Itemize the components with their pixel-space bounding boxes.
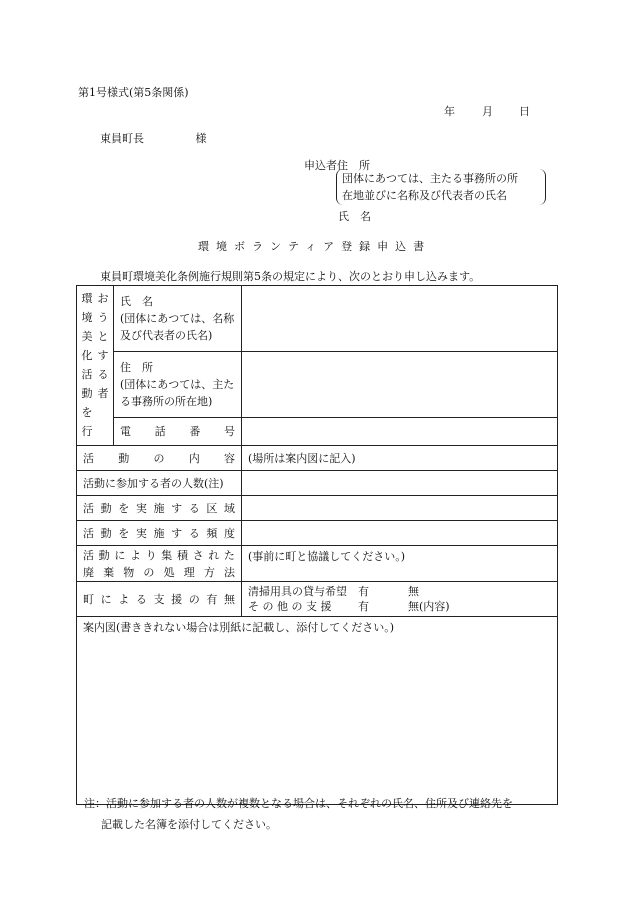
label-char: 活 bbox=[83, 451, 94, 465]
name-label-cell bbox=[114, 286, 242, 352]
label-char: 活 bbox=[83, 548, 94, 562]
vertical-label-char: と bbox=[97, 330, 109, 343]
label-char: 処 bbox=[163, 565, 175, 579]
activity-input-cell[interactable] bbox=[242, 446, 558, 471]
label-char: す bbox=[171, 526, 183, 540]
vertical-label-char bbox=[95, 404, 111, 422]
row-phone bbox=[77, 418, 558, 446]
support-row1-yes[interactable]: 有 bbox=[358, 585, 369, 598]
activity-label bbox=[83, 450, 235, 467]
name-input-cell[interactable] bbox=[242, 286, 558, 352]
label-char: に bbox=[100, 592, 112, 606]
participants-label-cell bbox=[77, 471, 242, 496]
participants-label: 活動に参加する者の人数(注) bbox=[83, 476, 224, 490]
label-char: を bbox=[118, 501, 130, 515]
label-char: 無 bbox=[224, 592, 235, 606]
support-row1-label: 清掃用具の貸与希望 bbox=[248, 585, 347, 598]
label-char: 区 bbox=[206, 501, 218, 515]
frequency-label-cell bbox=[77, 521, 242, 546]
support-label-cell bbox=[77, 582, 242, 617]
label-char: 電 bbox=[120, 425, 131, 439]
area-input-cell[interactable] bbox=[242, 496, 558, 521]
label-char: に bbox=[114, 548, 126, 562]
label-char: る bbox=[188, 501, 200, 515]
label-char: 域 bbox=[224, 501, 235, 515]
address-input-cell[interactable] bbox=[242, 352, 558, 418]
vertical-label-char: 環 bbox=[81, 292, 93, 305]
label-char: 動 bbox=[100, 526, 112, 540]
label-char: の bbox=[153, 451, 165, 465]
support-row2-label: そ の 他 の 支 援 bbox=[248, 600, 332, 613]
waste-label-line2 bbox=[83, 564, 235, 581]
vertical-label-char: 化 bbox=[81, 349, 93, 362]
frequency-label bbox=[83, 525, 235, 542]
waste-label-cell bbox=[77, 546, 242, 582]
label-char: の bbox=[188, 592, 200, 606]
footnote-line1: 注：活動に参加する者の人数が複数となる場合は、それぞれの氏名、住所及び連絡先を bbox=[84, 797, 513, 810]
label-char: り bbox=[145, 548, 157, 562]
row-area bbox=[77, 496, 558, 521]
applicant-note bbox=[336, 169, 546, 205]
label-char: れ bbox=[208, 548, 220, 562]
label-char: る bbox=[135, 592, 147, 606]
address-label-cell bbox=[114, 352, 242, 418]
area-label bbox=[83, 500, 235, 517]
label-char: 活 bbox=[83, 526, 94, 540]
support-label bbox=[83, 591, 235, 608]
footnote-line2: 記載した名簿を添付してください。 bbox=[101, 818, 277, 831]
name-note: (団体にあつては、名称及び代表者の氏名) bbox=[120, 312, 235, 343]
waste-label-line1 bbox=[83, 547, 235, 564]
form-title: 環境ボランティア登録申込書 bbox=[198, 240, 432, 253]
label-char: 度 bbox=[224, 526, 235, 540]
label-char: 法 bbox=[223, 565, 235, 579]
applicant-note-line1: 団体にあつては、主たる事務所の所 bbox=[342, 172, 518, 185]
phone-input-cell[interactable] bbox=[242, 418, 558, 446]
label-char: 集 bbox=[161, 548, 173, 562]
label-char: る bbox=[188, 526, 200, 540]
vertical-label-char: す bbox=[97, 349, 109, 362]
label-char: 廃 bbox=[83, 565, 94, 579]
vertical-label-char bbox=[95, 423, 111, 441]
row-activity bbox=[77, 446, 558, 471]
footnote bbox=[84, 793, 554, 835]
label-char: 動 bbox=[118, 451, 130, 465]
date-line bbox=[444, 103, 530, 119]
activity-note: (場所は案内図に記入) bbox=[248, 451, 356, 465]
label-char: 方 bbox=[203, 565, 215, 579]
map-cell[interactable] bbox=[77, 617, 558, 805]
frequency-input-cell[interactable] bbox=[242, 521, 558, 546]
label-char: 話 bbox=[154, 425, 166, 439]
label-char: 棄 bbox=[103, 565, 115, 579]
applicant-note-line2: 在地並びに名称及び代表者の氏名 bbox=[342, 189, 507, 202]
label-char: 積 bbox=[176, 548, 188, 562]
label-char: を bbox=[118, 526, 130, 540]
vertical-group-grid bbox=[79, 290, 111, 441]
vertical-label-char: 活 bbox=[81, 368, 93, 381]
activity-label-cell bbox=[77, 446, 242, 471]
label-char: 有 bbox=[206, 592, 218, 606]
label-char: の bbox=[143, 565, 155, 579]
vertical-label-char: お bbox=[97, 292, 109, 305]
row-participants bbox=[77, 471, 558, 496]
phone-label-cell bbox=[114, 418, 242, 446]
row-name bbox=[77, 286, 558, 352]
label-char: 施 bbox=[153, 526, 165, 540]
vertical-label-char: 者 bbox=[97, 387, 109, 400]
address-label: 住 所 bbox=[120, 361, 153, 375]
label-char: よ bbox=[129, 548, 141, 562]
support-options bbox=[248, 584, 551, 614]
addressee-name: 東員町長 bbox=[100, 132, 144, 145]
label-char: よ bbox=[118, 592, 130, 606]
vertical-label-char: う bbox=[97, 311, 109, 324]
participants-input-cell[interactable] bbox=[242, 471, 558, 496]
label-char: す bbox=[171, 501, 183, 515]
map-label: 案内図(書ききれない場合は別紙に記載し、添付してください。) bbox=[83, 621, 395, 634]
label-char: 動 bbox=[100, 501, 112, 515]
address-note: (団体にあつては、主たる事務所の所在地) bbox=[120, 378, 235, 409]
vertical-label-char: 境 bbox=[81, 311, 93, 324]
label-char: 施 bbox=[153, 501, 165, 515]
label-char: 支 bbox=[153, 592, 165, 606]
support-row1-no[interactable]: 無 bbox=[408, 585, 419, 598]
applicant-address-label: 申込者住 所 bbox=[304, 159, 370, 172]
date-month: 月 bbox=[482, 105, 493, 118]
applicant-name-label: 氏 名 bbox=[338, 210, 371, 223]
vertical-label-char: 美 bbox=[81, 330, 93, 343]
support-row2-no[interactable]: 無(内容) bbox=[408, 600, 450, 613]
waste-note: (事前に町と協議してください。) bbox=[248, 550, 406, 563]
label-char: 内 bbox=[188, 451, 200, 465]
label-char: 実 bbox=[135, 526, 147, 540]
date-year: 年 bbox=[444, 105, 455, 118]
intro-text: 東員町環境美化条例施行規則第5条の規定により、次のとおり申し込みます。 bbox=[100, 270, 481, 283]
row-frequency bbox=[77, 521, 558, 546]
label-char: 町 bbox=[83, 592, 94, 606]
vertical-label-char: 動 bbox=[81, 387, 93, 400]
row-map bbox=[77, 617, 558, 805]
label-char: 活 bbox=[83, 501, 94, 515]
label-char: 援 bbox=[171, 592, 183, 606]
phone-label bbox=[120, 423, 235, 440]
waste-input-cell[interactable] bbox=[242, 546, 558, 582]
row-support bbox=[77, 582, 558, 617]
label-char: た bbox=[223, 548, 235, 562]
label-char: 号 bbox=[223, 425, 235, 439]
support-options-cell bbox=[242, 582, 558, 617]
label-char: さ bbox=[192, 548, 204, 562]
date-day: 日 bbox=[519, 105, 530, 118]
label-char: 動 bbox=[98, 548, 110, 562]
application-table bbox=[76, 285, 558, 805]
row-address bbox=[77, 352, 558, 418]
row-waste bbox=[77, 546, 558, 582]
vertical-label-char: 行 bbox=[81, 425, 93, 438]
vertical-label-char: る bbox=[97, 368, 109, 381]
label-char: 理 bbox=[183, 565, 195, 579]
label-char: 番 bbox=[189, 425, 201, 439]
label-char: 実 bbox=[135, 501, 147, 515]
label-char: 物 bbox=[123, 565, 135, 579]
label-char: 容 bbox=[224, 451, 235, 465]
support-row2-yes[interactable]: 有 bbox=[358, 600, 369, 613]
area-label-cell bbox=[77, 496, 242, 521]
vertical-group-label bbox=[77, 286, 114, 446]
form-number: 第1号様式(第5条関係) bbox=[78, 86, 189, 99]
vertical-label-char: を bbox=[81, 406, 93, 419]
addressee bbox=[100, 130, 207, 146]
name-label: 氏 名 bbox=[120, 295, 153, 309]
label-char: 頻 bbox=[206, 526, 218, 540]
addressee-honorific: 様 bbox=[195, 132, 207, 145]
